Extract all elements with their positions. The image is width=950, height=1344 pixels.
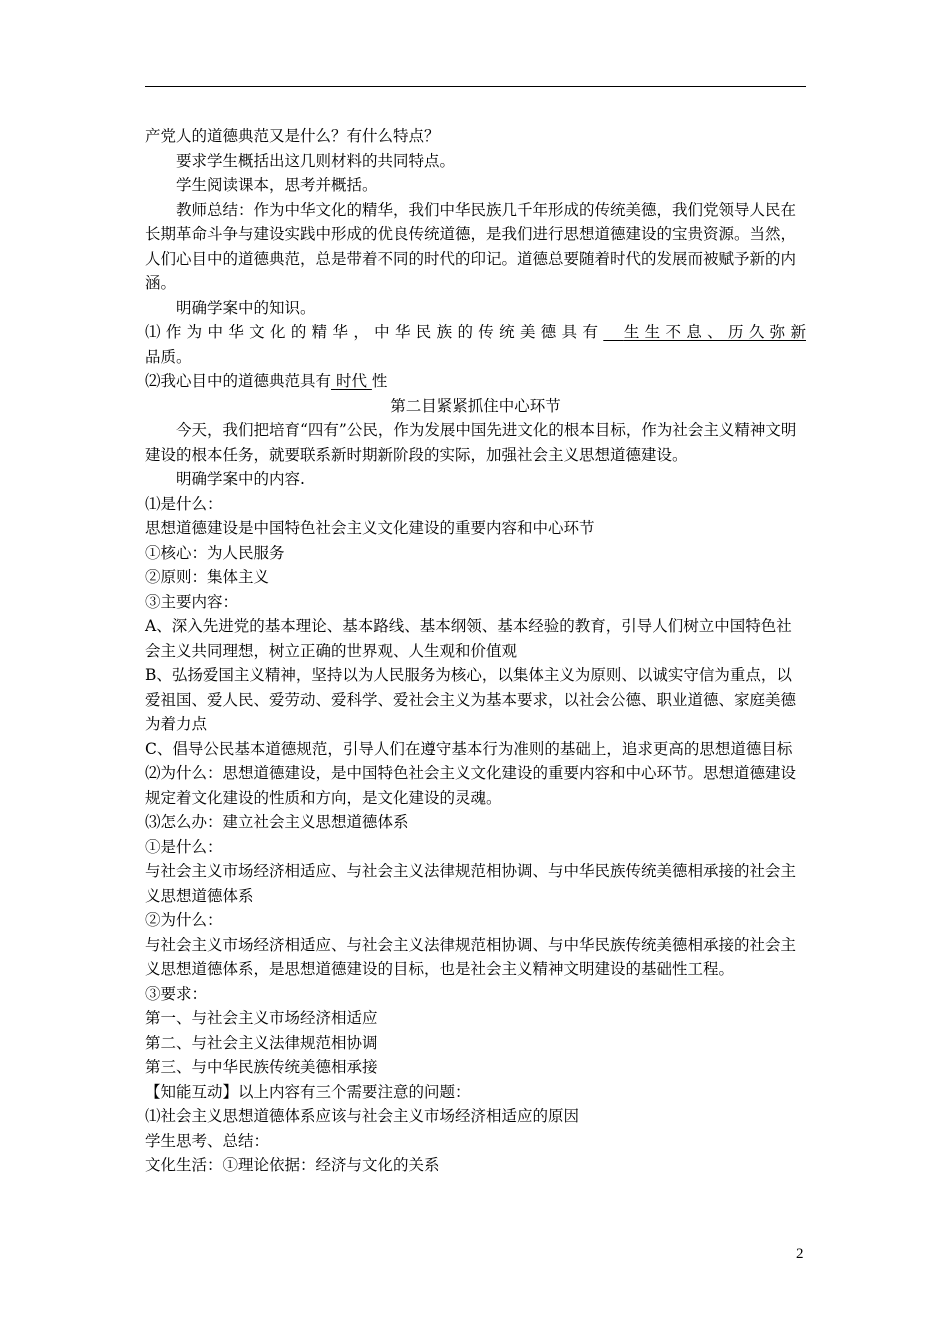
paragraph: 产党人的道德典范又是什么？有什么特点？ (145, 127, 440, 145)
body-paragraph: ⑴是什么： (145, 494, 223, 513)
body-paragraph: A、深入先进党的基本理论、基本路线、基本纲领、基本经验的教育，引导人们树立中国特色社会主义共同理想，树立正确的世界观、人生观和价值观 (145, 617, 792, 660)
body-paragraph: 学生思考、总结： (145, 1131, 270, 1150)
document-body (145, 124, 806, 1178)
body-paragraph: 文化生活：①理论依据：经济与文化的关系 (145, 1156, 440, 1174)
item-2-prefix: ⑵我心目中的道德典范具有 (145, 372, 332, 390)
paragraph: 要求学生概括出这几则材料的共同特点。 (176, 151, 456, 170)
body-paragraph: ①是什么： (145, 837, 223, 856)
body-paragraph: ⑵为什么：思想道德建设，是中国特色社会主义文化建设的重要内容和中心环节。思想道德建设规定着文化建设的性质和方向，是文化建设的灵魂。 (145, 764, 797, 807)
item-1-suffix: 品质。 (145, 347, 192, 366)
item-2-suffix: 性 (371, 372, 388, 390)
body-paragraphs (145, 418, 806, 1178)
body-paragraph: ⑴社会主义思想道德体系应该与社会主义市场经济相适应的原因 (145, 1107, 580, 1125)
body-paragraph: ①核心：为人民服务 (145, 543, 285, 562)
item-1-prefix: ⑴作为中华文化的精华，中华民族的传统美德具有 (145, 323, 604, 341)
fill-blank-item-2 (145, 369, 806, 394)
header-rule (145, 86, 806, 87)
body-paragraph: ⑶怎么办：建立社会主义思想道德体系 (145, 813, 409, 831)
body-paragraph: 与社会主义市场经济相适应、与社会主义法律规范相协调、与中华民族传统美德相承接的社会主义思想道德体系 (145, 862, 797, 905)
body-paragraph: 第三、与中华民族传统美德相承接 (145, 1058, 378, 1076)
body-paragraph: C、倡导公民基本道德规范，引导人们在遵守基本行为准则的基础上，追求更高的思想道德目标 (145, 739, 793, 758)
paragraph: 学生阅读课本，思考并概括。 (176, 176, 378, 194)
paragraph: 明确学案中的知识。 (176, 298, 316, 317)
item-2-answer: 时代 (335, 372, 367, 390)
body-paragraph: 思想道德建设是中国特色社会主义文化建设的重要内容和中心环节 (145, 519, 595, 537)
body-paragraph: ③要求： (145, 984, 208, 1003)
paragraph: 教师总结：作为中华文化的精华，我们中华民族几千年形成的传统美德，我们党领导人民在长期革命斗争与建设实践中形成的优良传统道德，是我们进行思想道德建设的宝贵资源。当然，人们心目中的道德典范，总是带着不同的时代的印记。道德总要随着时代的发展而被赋予新的内涵。 (145, 200, 797, 292)
body-paragraph: 第二、与社会主义法律规范相协调 (145, 1033, 378, 1052)
body-paragraph: 与社会主义市场经济相适应、与社会主义法律规范相协调、与中华民族传统美德相承接的社会主义思想道德体系，是思想道德建设的目标，也是社会主义精神文明建设的基础性工程。 (145, 935, 797, 978)
body-paragraph: ③主要内容： (145, 592, 239, 611)
body-paragraph: 第一、与社会主义市场经济相适应 (145, 1009, 378, 1027)
page-number: 2 (796, 1246, 804, 1262)
body-paragraph: ②为什么： (145, 911, 223, 929)
fill-blank-item-1 (145, 320, 806, 369)
body-paragraph: 【知能互动】以上内容有三个需要注意的问题： (145, 1082, 471, 1101)
body-paragraph: 明确学案中的内容. (176, 470, 305, 488)
body-paragraph: ②原则：集体主义 (145, 568, 270, 586)
item-1-answer: 生生不息、历久弥新 (623, 323, 806, 341)
body-paragraph: 今天，我们把培育“四有”公民，作为发展中国先进文化的根本目标，作为社会主义精神文明建设的根本任务，就要联系新时期新阶段的实际，加强社会主义思想道德建设。 (145, 421, 797, 464)
body-paragraph: B、弘扬爱国主义精神，坚持以为人民服务为核心，以集体主义为原则、以诚实守信为重点，以爱祖国、爱人民、爱劳动、爱科学、爱社会主义为基本要求，以社会公德、职业道德、家庭美德为着力点 (145, 666, 797, 733)
section-title: 第二目紧紧抓住中心环节 (390, 396, 561, 415)
